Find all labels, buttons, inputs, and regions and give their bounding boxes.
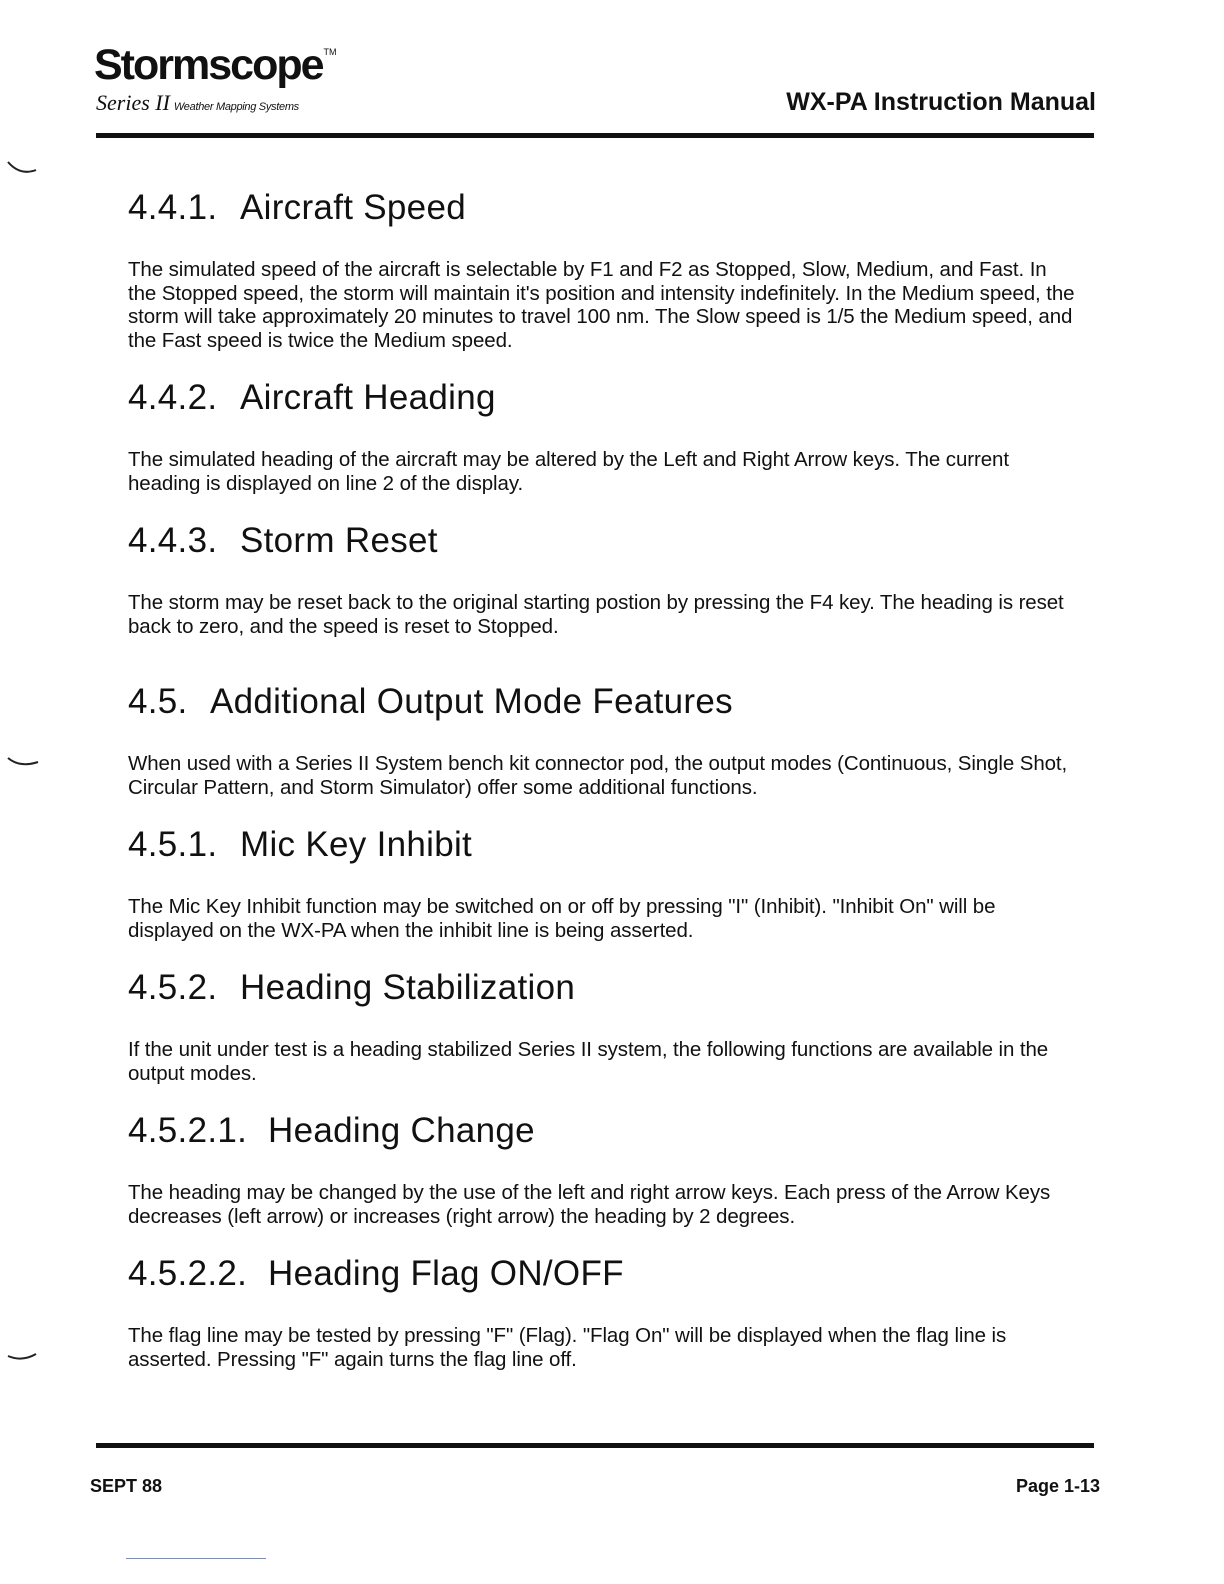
- series-name: Series II: [96, 90, 170, 115]
- trademark: TM: [323, 47, 337, 57]
- section-title: Heading Flag ON/OFF: [268, 1254, 624, 1293]
- section-paragraph: The storm may be reset back to the original starting postion by pressing the F4 key. The heading is reset back to zero, and the speed is reset to Stopped.: [128, 591, 1064, 638]
- section-paragraph: The simulated heading of the aircraft may be altered by the Left and Right Arrow keys. The current heading is displayed on line 2 of the display.: [128, 448, 1009, 495]
- section-title: Mic Key Inhibit: [240, 825, 473, 864]
- section-number: 4.5.2.1.: [128, 1111, 248, 1150]
- section-heading: [128, 188, 1078, 228]
- page-body: [128, 188, 1078, 1371]
- footer-date: SEPT 88: [90, 1476, 163, 1496]
- section-paragraph: The heading may be changed by the use of the left and right arrow keys. Each press of the Arrow Keys decreases (left arrow) or increases (right arrow) the heading by 2 degrees.: [128, 1181, 1051, 1228]
- section-number: 4.5.1.: [128, 825, 218, 864]
- section-heading: [128, 521, 1078, 561]
- footer-rule: [96, 1443, 1094, 1448]
- section-number: 4.5.: [128, 682, 188, 721]
- section-title: Aircraft Speed: [240, 188, 466, 227]
- section-title: Aircraft Heading: [240, 378, 496, 417]
- header-rule: [96, 133, 1094, 138]
- section-heading: [128, 1254, 1078, 1294]
- page-number: Page 1-13: [1015, 1476, 1100, 1496]
- section-title: Heading Change: [268, 1111, 535, 1150]
- section-heading: [128, 825, 1078, 865]
- section-paragraph: When used with a Series II System bench kit connector pod, the output modes (Continuous, Single Shot, Circular Pattern, and Storm Simulator) offer some additional functions.: [128, 752, 1068, 799]
- margin-mark-icon: [6, 754, 42, 774]
- brand-logo: [94, 41, 337, 89]
- section-heading: [128, 968, 1078, 1008]
- margin-mark-icon: [6, 1348, 42, 1368]
- section-title: Heading Stabilization: [240, 968, 576, 1007]
- section-paragraph: The simulated speed of the aircraft is selectable by F1 and F2 as Stopped, Slow, Medium, and Fast. In the Stopped speed, the storm will maintain it's position and intensity indefinitely. In the Medium speed, the storm will take approximately 20 minutes to travel 100 nm. The Slow speed is 1/5 the Medium speed, and the Fast speed is twice the Medium speed.: [128, 258, 1075, 352]
- manual-title: WX-PA Instruction Manual: [786, 88, 1096, 116]
- section-number: 4.4.3.: [128, 521, 218, 560]
- section-title: Additional Output Mode Features: [210, 682, 733, 721]
- scan-artifact-line: [126, 1558, 266, 1559]
- series-subtitle: Weather Mapping Systems: [173, 101, 299, 113]
- section-title: Storm Reset: [240, 521, 438, 560]
- section-heading: [128, 1111, 1078, 1151]
- section-heading: [128, 378, 1078, 418]
- margin-mark-icon: [6, 158, 42, 178]
- section-paragraph: If the unit under test is a heading stabilized Series II system, the following functions are available in the output modes.: [128, 1038, 1049, 1085]
- section-number: 4.4.1.: [128, 188, 218, 227]
- section-number: 4.5.2.2.: [128, 1254, 248, 1293]
- series-line: [96, 90, 299, 116]
- section-number: 4.5.2.: [128, 968, 218, 1007]
- section-paragraph: The Mic Key Inhibit function may be switched on or off by pressing "I" (Inhibit). "Inhibit On" will be displayed on the WX-PA when the inhibit line is being asserted.: [128, 895, 996, 942]
- section-heading: [128, 682, 1078, 722]
- section-number: 4.4.2.: [128, 378, 218, 417]
- brand-name: Stormscope: [94, 41, 323, 89]
- section-paragraph: The flag line may be tested by pressing "F" (Flag). "Flag On" will be displayed when the flag line is asserted. Pressing "F" again turns the flag line off.: [128, 1324, 1007, 1371]
